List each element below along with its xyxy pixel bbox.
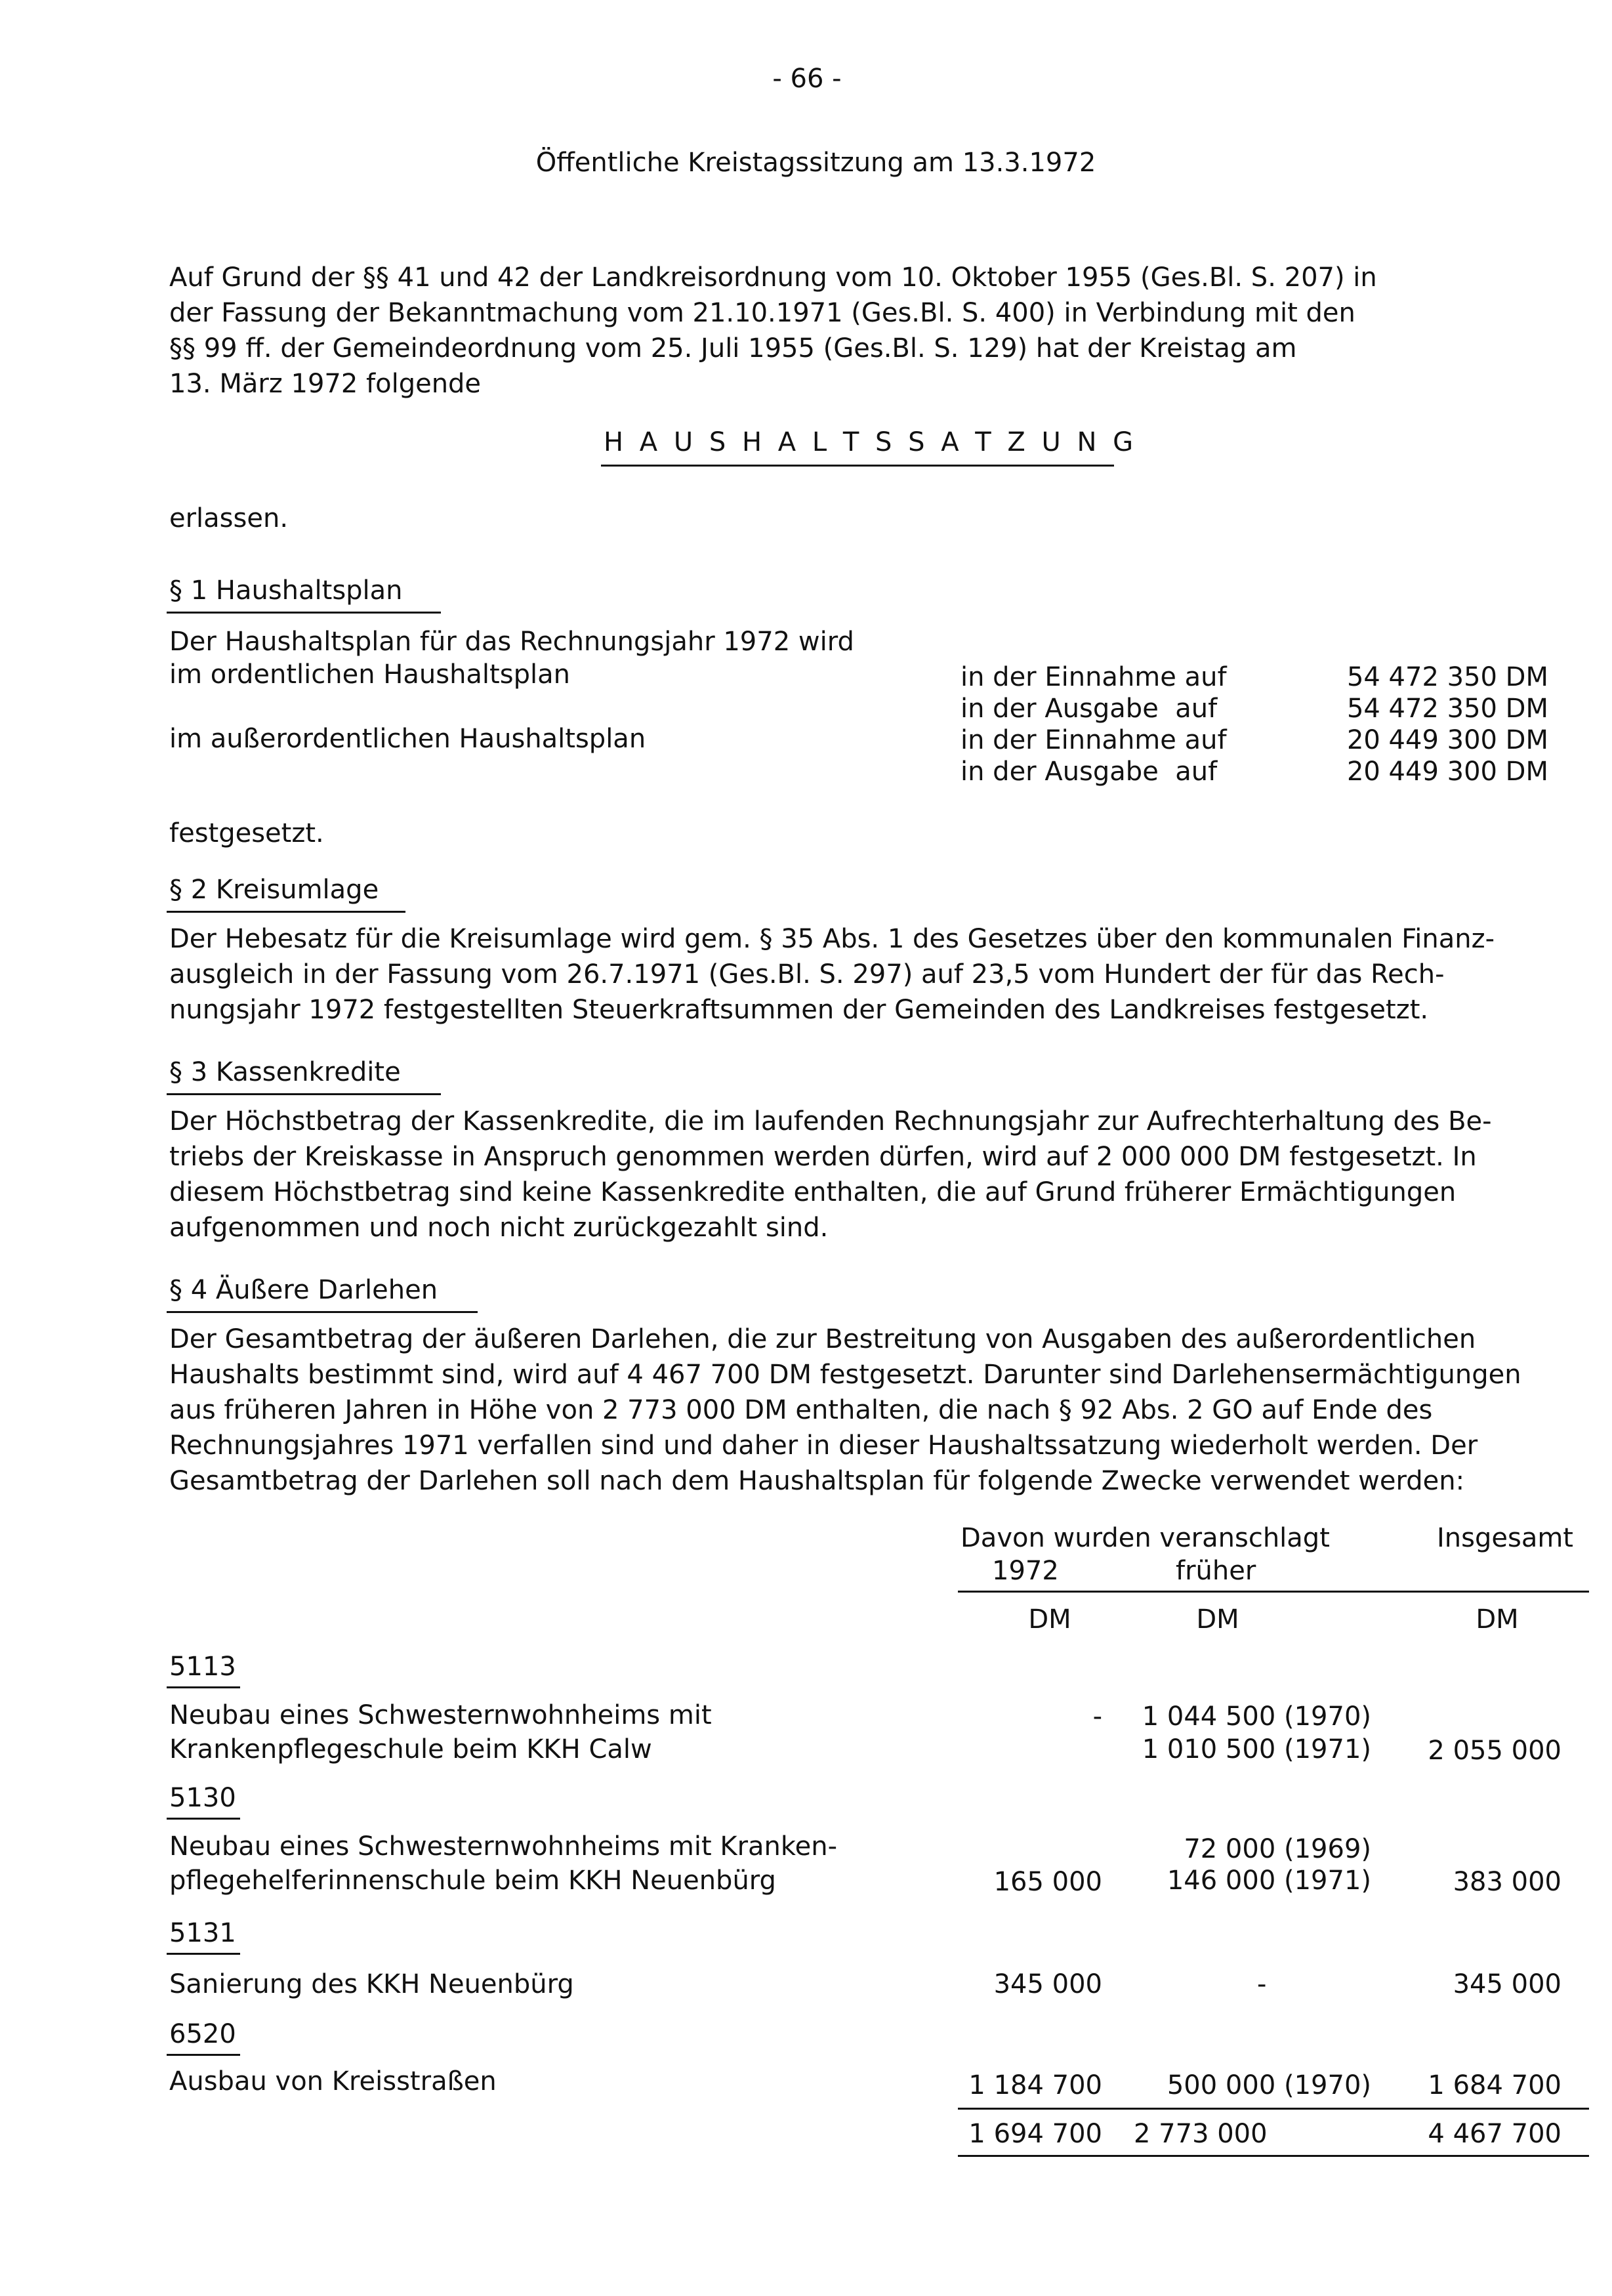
- item-frueher-value: 146 000 (1971): [1167, 1866, 1371, 1896]
- document-heading: H A U S H A L T S S A T Z U N G: [604, 427, 1138, 457]
- budget-row-label: in der Einnahme auf: [961, 725, 1227, 755]
- item-code: 6520: [169, 2019, 236, 2049]
- section-2-line: ausgleich in der Fassung vom 26.7.1971 (Ges.Bl. S. 297) auf 23,5 vom Hundert der für das Rech-: [169, 959, 1445, 990]
- item-code: 5130: [169, 1783, 236, 1813]
- item-total-value: 1 684 700: [1428, 2070, 1561, 2100]
- section-3-underline: [167, 1093, 441, 1095]
- budget-row-label: in der Einnahme auf: [961, 662, 1227, 692]
- section-1-underline: [167, 612, 441, 614]
- section-4-line: Gesamtbetrag der Darlehen soll nach dem Haushaltsplan für folgende Zwecke verwendet werden:: [169, 1466, 1465, 1496]
- sum-total-value: 4 467 700: [1428, 2119, 1561, 2149]
- item-total-value: 2 055 000: [1428, 1736, 1561, 1766]
- intro-line: 13. März 1972 folgende: [169, 369, 482, 399]
- unit-insgesamt: DM: [1476, 1604, 1519, 1635]
- budget-row-label: in der Ausgabe auf: [961, 757, 1218, 787]
- section-4-line: Haushalts bestimmt sind, wird auf 4 467 700 DM festgesetzt. Darunter sind Darlehensermächtigungen: [169, 1360, 1521, 1390]
- section-4-underline: [167, 1311, 478, 1313]
- section-4-line: Der Gesamtbetrag der äußeren Darlehen, die zur Bestreitung von Ausgaben des außerordentlichen: [169, 1324, 1476, 1354]
- intro-paragraph: [169, 260, 1593, 402]
- item-description: Krankenpflegeschule beim KKH Calw: [169, 1734, 652, 1764]
- item-code: 5131: [169, 1918, 236, 1948]
- ordentlich-label: im ordentlichen Haushaltsplan: [169, 659, 570, 690]
- item-frueher-value: -: [1257, 1969, 1267, 1999]
- item-frueher-value: 500 000 (1970): [1167, 2070, 1371, 2100]
- section-2-underline: [167, 911, 405, 913]
- intro-line: Auf Grund der §§ 41 und 42 der Landkreisordnung vom 10. Oktober 1955 (Ges.Bl. S. 207) in: [169, 262, 1377, 293]
- section-3-line: diesem Höchstbetrag sind keine Kassenkredite enthalten, die auf Grund früherer Ermächtigungen: [169, 1177, 1457, 1207]
- erlassen-text: erlassen.: [169, 503, 289, 533]
- item-total-value: 383 000: [1453, 1867, 1561, 1897]
- budget-row-value: 20 449 300 DM: [1346, 757, 1548, 787]
- section-3-heading: § 3 Kassenkredite: [169, 1057, 401, 1087]
- item-description: Ausbau von Kreisstraßen: [169, 2066, 497, 2097]
- item-code-underline: [167, 1686, 240, 1688]
- document-heading-underline: [601, 465, 1114, 467]
- budget-row-value: 54 472 350 DM: [1346, 694, 1548, 724]
- ausserordentlich-label: im außerordentlichen Haushaltsplan: [169, 724, 646, 754]
- section-4-heading: § 4 Äußere Darlehen: [169, 1275, 438, 1305]
- item-1972-value: -: [1092, 1701, 1102, 1732]
- item-code: 5113: [169, 1652, 236, 1682]
- item-description: Neubau eines Schwesternwohnheims mit: [169, 1700, 712, 1730]
- unit-frueher: DM: [1196, 1604, 1239, 1635]
- section-2-line: Der Hebesatz für die Kreisumlage wird gem. § 35 Abs. 1 des Gesetzes über den kommunalen Finanz-: [169, 924, 1495, 954]
- sum-bottom-rule: [958, 2155, 1589, 2157]
- section-4-paragraph: [169, 1322, 1593, 1499]
- section-4-line: aus früheren Jahren in Höhe von 2 773 000 DM enthalten, die nach § 92 Abs. 2 GO auf Ende des: [169, 1395, 1433, 1425]
- item-code-underline: [167, 2054, 240, 2056]
- table-header-davon: Davon wurden veranschlagt: [961, 1523, 1330, 1553]
- item-code-underline: [167, 1953, 240, 1955]
- item-frueher-value: 72 000 (1969): [1184, 1834, 1371, 1864]
- section-3-line: aufgenommen und noch nicht zurückgezahlt sind.: [169, 1213, 829, 1243]
- sum-frueher-value: 2 773 000: [1134, 2119, 1268, 2149]
- item-description: Neubau eines Schwesternwohnheims mit Kranken-: [169, 1831, 838, 1862]
- item-description: Sanierung des KKH Neuenbürg: [169, 1969, 574, 1999]
- table-header-insgesamt: Insgesamt: [1437, 1523, 1573, 1553]
- page-title: Öffentliche Kreistagssitzung am 13.3.1972: [535, 148, 1096, 178]
- table-header-rule: [958, 1591, 1589, 1593]
- item-frueher-value: 1 010 500 (1971): [1142, 1734, 1371, 1764]
- section-1-heading: § 1 Haushaltsplan: [169, 575, 403, 606]
- section-3-line: triebs der Kreiskasse in Anspruch genommen werden dürfen, wird auf 2 000 000 DM festgesetzt. In: [169, 1142, 1477, 1172]
- section-2-heading: § 2 Kreisumlage: [169, 875, 379, 905]
- sum-top-rule: [958, 2108, 1589, 2110]
- intro-line: der Fassung der Bekanntmachung vom 21.10.1971 (Ges.Bl. S. 400) in Verbindung mit den: [169, 298, 1355, 328]
- section-4-line: Rechnungsjahres 1971 verfallen sind und daher in dieser Haushaltssatzung wiederholt werden. Der: [169, 1430, 1478, 1461]
- budget-row-value: 20 449 300 DM: [1346, 725, 1548, 755]
- item-description: pflegehelferinnenschule beim KKH Neuenbürg: [169, 1866, 776, 1896]
- item-frueher-value: 1 044 500 (1970): [1142, 1701, 1371, 1732]
- intro-line: §§ 99 ff. der Gemeindeordnung vom 25. Juli 1955 (Ges.Bl. S. 129) hat der Kreistag am: [169, 333, 1297, 364]
- section-1-closing: festgesetzt.: [169, 818, 324, 848]
- section-3-line: Der Höchstbetrag der Kassenkredite, die im laufenden Rechnungsjahr zur Aufrechterhaltung des Be-: [169, 1106, 1492, 1137]
- unit-1972: DM: [1028, 1604, 1071, 1635]
- item-1972-value: 345 000: [993, 1969, 1102, 1999]
- section-2-line: nungsjahr 1972 festgestellten Steuerkraftsummen der Gemeinden des Landkreises festgesetzt.: [169, 995, 1429, 1025]
- table-header-frueher: früher: [1176, 1556, 1256, 1586]
- section-3-paragraph: [169, 1104, 1593, 1245]
- sum-1972-value: 1 694 700: [968, 2119, 1102, 2149]
- budget-row-label: in der Ausgabe auf: [961, 694, 1218, 724]
- section-2-paragraph: [169, 921, 1593, 1028]
- item-1972-value: 1 184 700: [968, 2070, 1102, 2100]
- table-header-1972: 1972: [992, 1556, 1059, 1586]
- item-1972-value: 165 000: [993, 1867, 1102, 1897]
- item-code-underline: [167, 1818, 240, 1820]
- budget-row-value: 54 472 350 DM: [1346, 662, 1548, 692]
- section-1-line: Der Haushaltsplan für das Rechnungsjahr 1972 wird: [169, 627, 854, 657]
- item-total-value: 345 000: [1453, 1969, 1561, 1999]
- page-number: - 66 -: [772, 64, 842, 94]
